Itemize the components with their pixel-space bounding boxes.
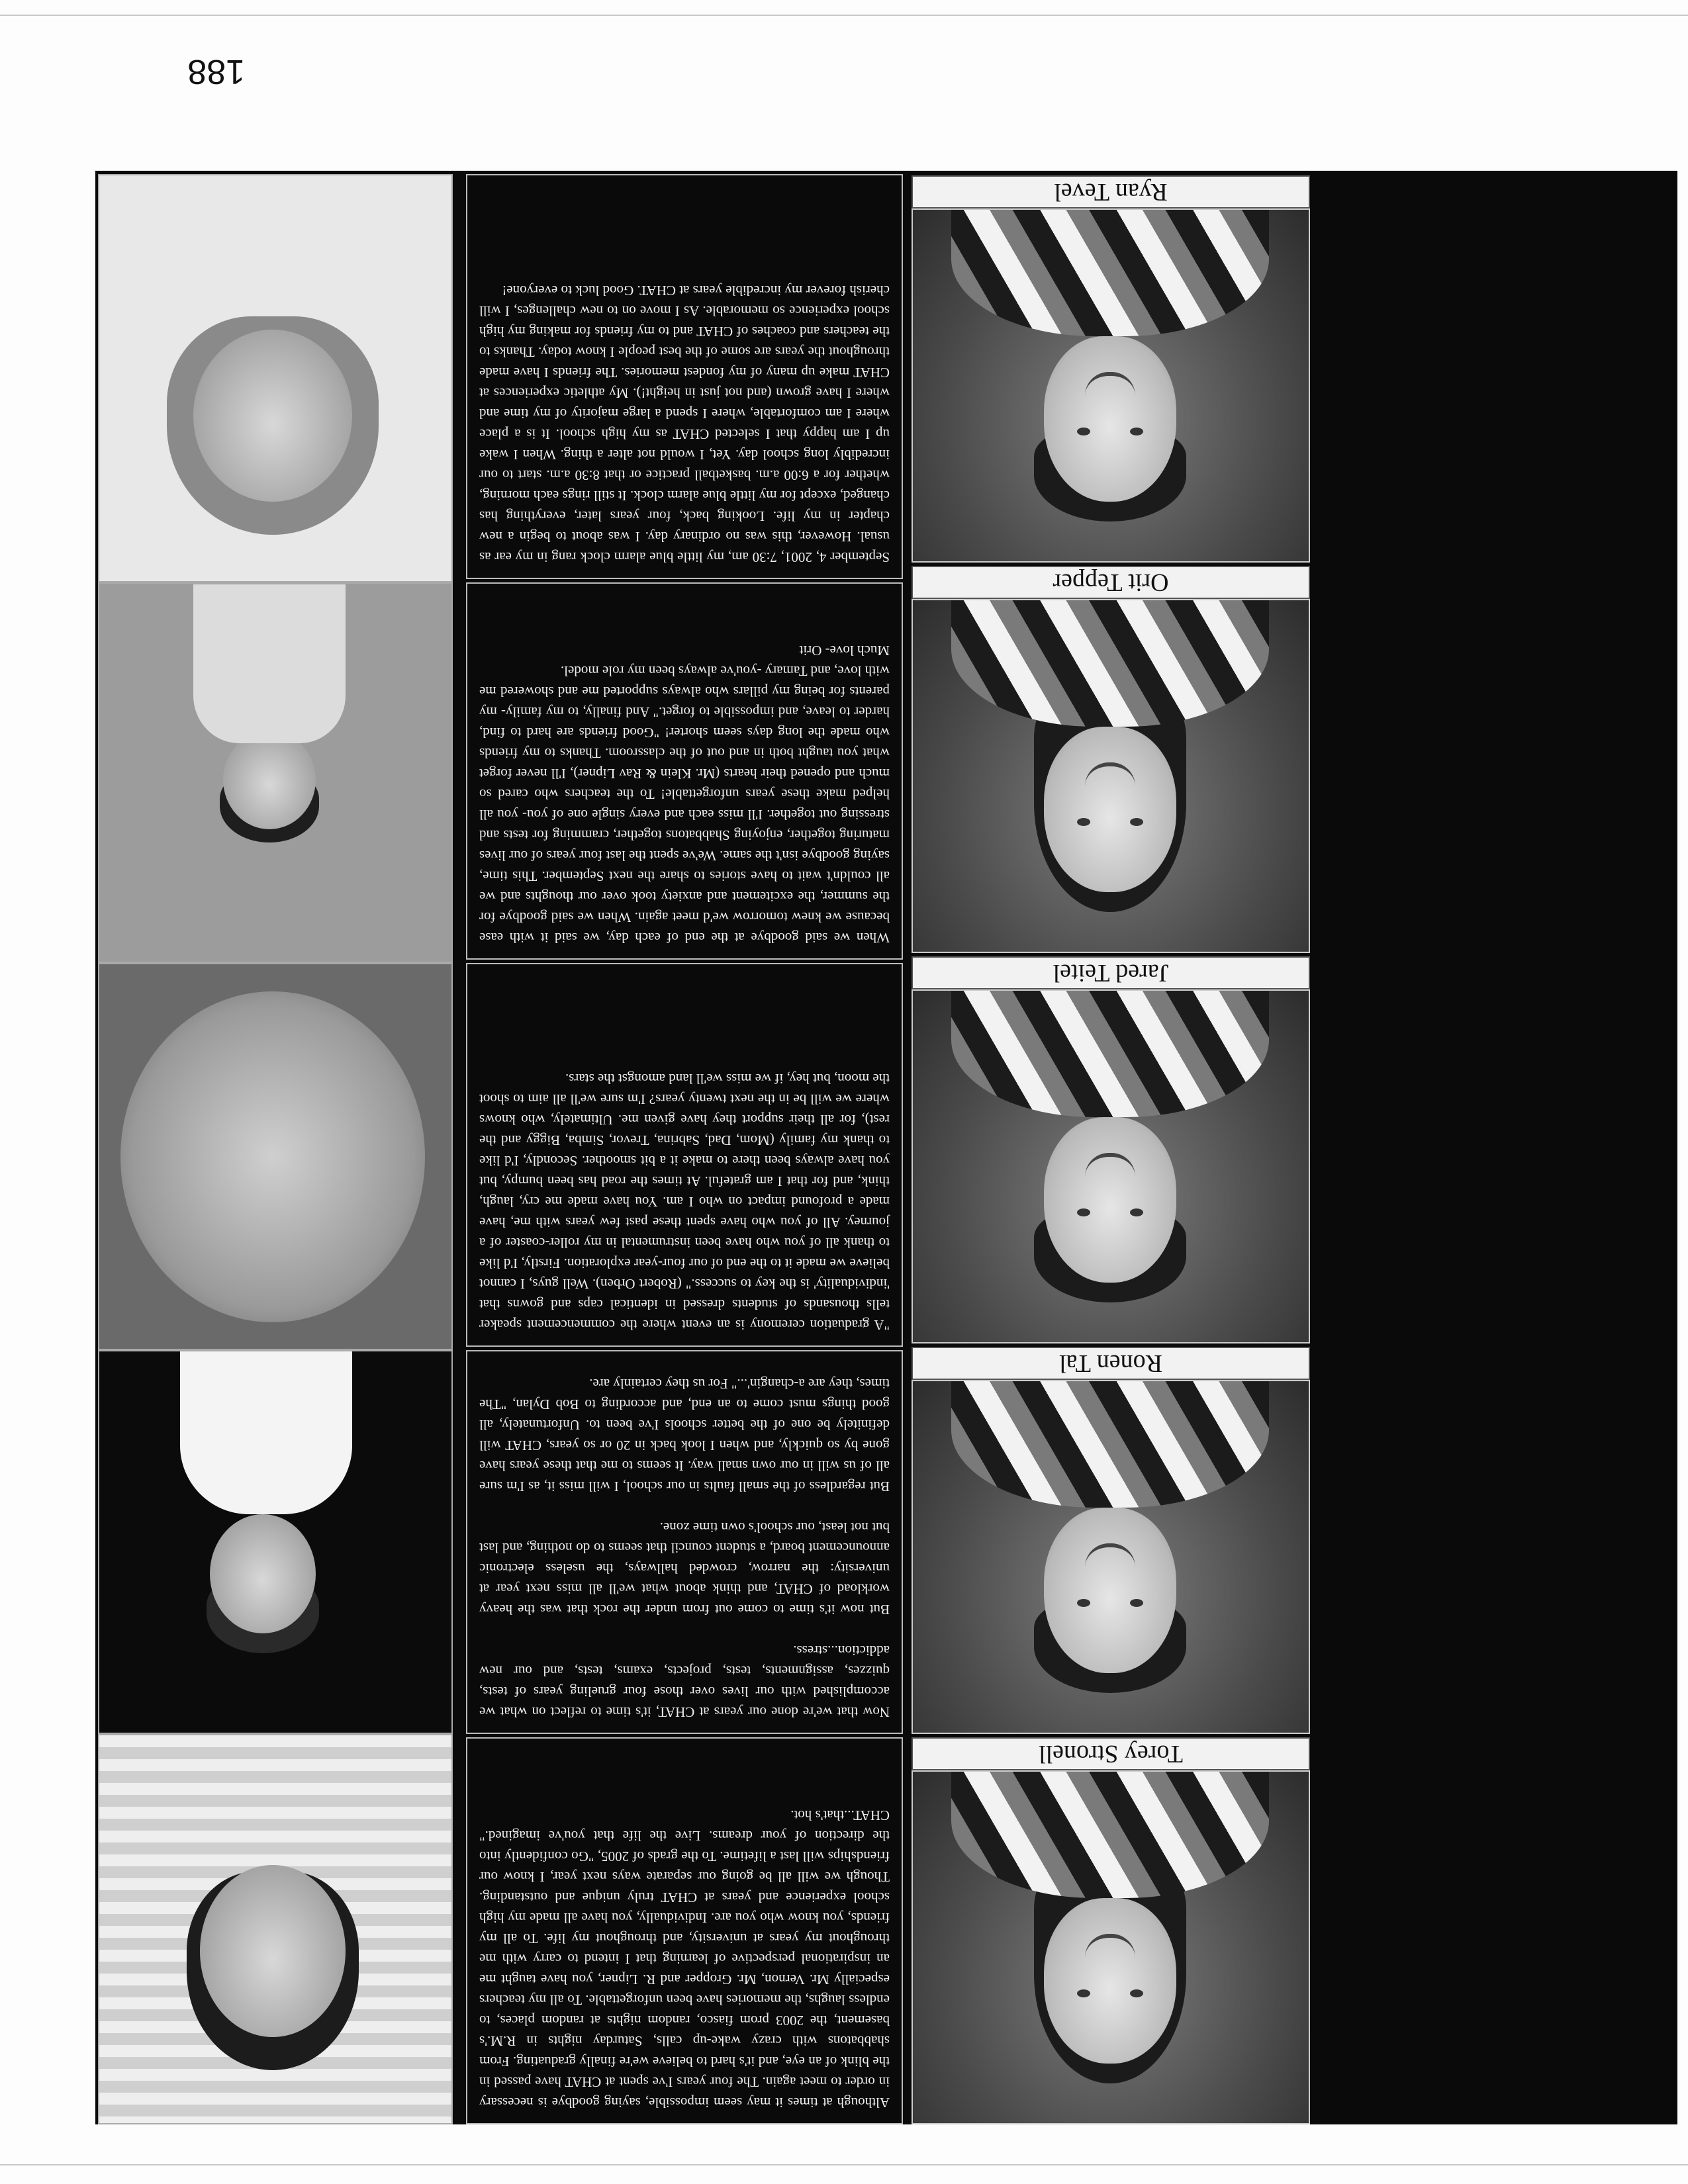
portrait-photo-icon [912,1770,1310,2124]
portrait-column [912,171,1310,2124]
portrait-photo-icon [912,599,1310,953]
baby-photo-icon [98,963,453,1350]
student-name: Ronen Tal [912,1347,1310,1380]
grad-sheet [95,171,1677,2124]
baby-photo-icon [98,582,453,963]
student-story: Now that we're done our years at CHAT, it's time to reflect on what we accomplished with our lives over those four grueling years of tests, quizzes, assignments, tests, projects, exams, tests, and our new addiction...stress. But now it's time to come out from under the rock that was the heavy workload of CHAT, and think about what we'll all miss next year at university: the narrow, crowded hallways, the useless electronic announcement board, a student council that seems to do nothing, and last but not least, our school's own time zone. But regardless of the small faults in our school, I will miss it, as I'm sure all of us will in our own small way. It seems to me that these years have gone by so quickly, and when I look back in 20 or so years, CHAT will definitely be one of the better schools I've been to. Unfortunately, all good things must come to an end, and according to Bob Dylan, "The times, they are a-changin'..." For us they certainly are. [466,1350,903,1734]
student-story: "A graduation ceremony is an event where the commencement speaker tells thousands of students dressed in identical caps and gowns that 'individuality' is the key to success." (Robert Orben). Well guys, I cannot believe we made it to the end of our four-year exploration. Firstly, I'd like to thank all of you who have been instrumental in my roller-coaster of a journey. All of you who have spent these past few years with me, have made a profound impact on who I am. You have made me cry, laugh, think, and for that I am grateful. At times the road has been bumpy, but you have always been there to make it a bit smoother. Secondly, I'd like to thank my family (Mom, Dad, Sabrina, Trevor, Simba, Biggy and the rest), for all their support they have given me. Ultimately, who knows where we will be in the next twenty years? I'm sure we'll all aim to shoot the moon, but hey, if we miss we'll land amongst the stars. [466,963,903,1347]
baby-photo-icon [98,1350,453,1734]
student-name: Orit Tepper [912,566,1310,599]
portrait-photo-icon [912,989,1310,1343]
page-number: 188 [187,52,245,91]
student-story: When we said goodbye at the end of each day, we said it with ease because we knew tomorrow we'd meet again. When we said goodbye for the summer, the excitement and anxiety took over our thoughts and we all couldn't wait to have stories to share the next September. This time, saying goodbye isn't the same. We've spent the last four years of our lives maturing together, enjoying Shabbatons together, cramming for tests and stressing out together. I'll miss each and every single one of you- you all helped make these years unforgettable! To the teachers who cared so much and opened their hearts (Mr. Klein & Rav Lipner), I'll never forget what you taught both in and out of the classroom. Thanks to my friends who made the long days seem shorter! "Good friends are hard to find, harder to leave, and impossible to forget." And finally, to my family- my parents for being my pillars who always supported me and showered me with love, and Tamary -you've always been my role model. Much love- Orit [466,582,903,960]
baby-photo-icon [98,1734,453,2124]
student-story: Although at times it may seem impossible, saying goodbye is necessary in order to meet again. The four years I've spent at CHAT have passed in the blink of an eye, and it's hard to believe we're finally graduating. From shabbatons with crazy wake-up calls, Saturday nights in R.M.'s basement, the 2003 prom fiasco, random nights at random places, to endless laughs, the memories have been unforgettable. To all my teachers especially Mr. Vernon, Mr. Gropper and R. Lipner, you have taught me an inspirational perspective of learning that I intend to carry with me throughout my years at university, and throughout my life. To all my friends, you know who you are. Individually, you have all made my high school experience and years at CHAT truly unique and outstanding. Though we will all be going our separate ways next year, I know our friendships will last a lifetime. To the grads of 2005, "Go confidently into the direction of your dreams. Live the life that you've imagined." CHAT...that's hot. [466,1737,903,2124]
story-column [466,171,903,2124]
student-name: Torey Stronell [912,1737,1310,1770]
baby-photo-icon [98,174,453,582]
portrait-photo-icon [912,1380,1310,1734]
student-name: Ryan Tevel [912,175,1310,208]
student-story: September 4, 2001, 7:30 am, my little blue alarm clock rang in my ear as usual. However, this was no ordinary day. I was about to begin a new chapter in my life. Looking back, four years later, everything has changed, except for my little blue alarm clock. It still rings each morning, whether for a 6:00 a.m. basketball practice or that 8:30 a.m. start to our incredibly long school day. Yet, I would not alter a thing. When I wake up I am happy that I selected CHAT as my high school. It is a place where I am comfortable, where I spend a large majority of my time and where I have grown (and not just in height!). My athletic experiences at CHAT make up many of my fondest memories. The friends I have made throughout the years are some of the best people I know today. Thanks to the teachers and coaches of CHAT and to my friends for making my high school experience so memorable. As I move on to new challenges, I will cherish forever my incredible years at CHAT. Good luck to everyone! [466,174,903,579]
baby-photo-column [98,171,453,2124]
portrait-photo-icon [912,208,1310,563]
student-name: Jared Teitel [912,956,1310,989]
